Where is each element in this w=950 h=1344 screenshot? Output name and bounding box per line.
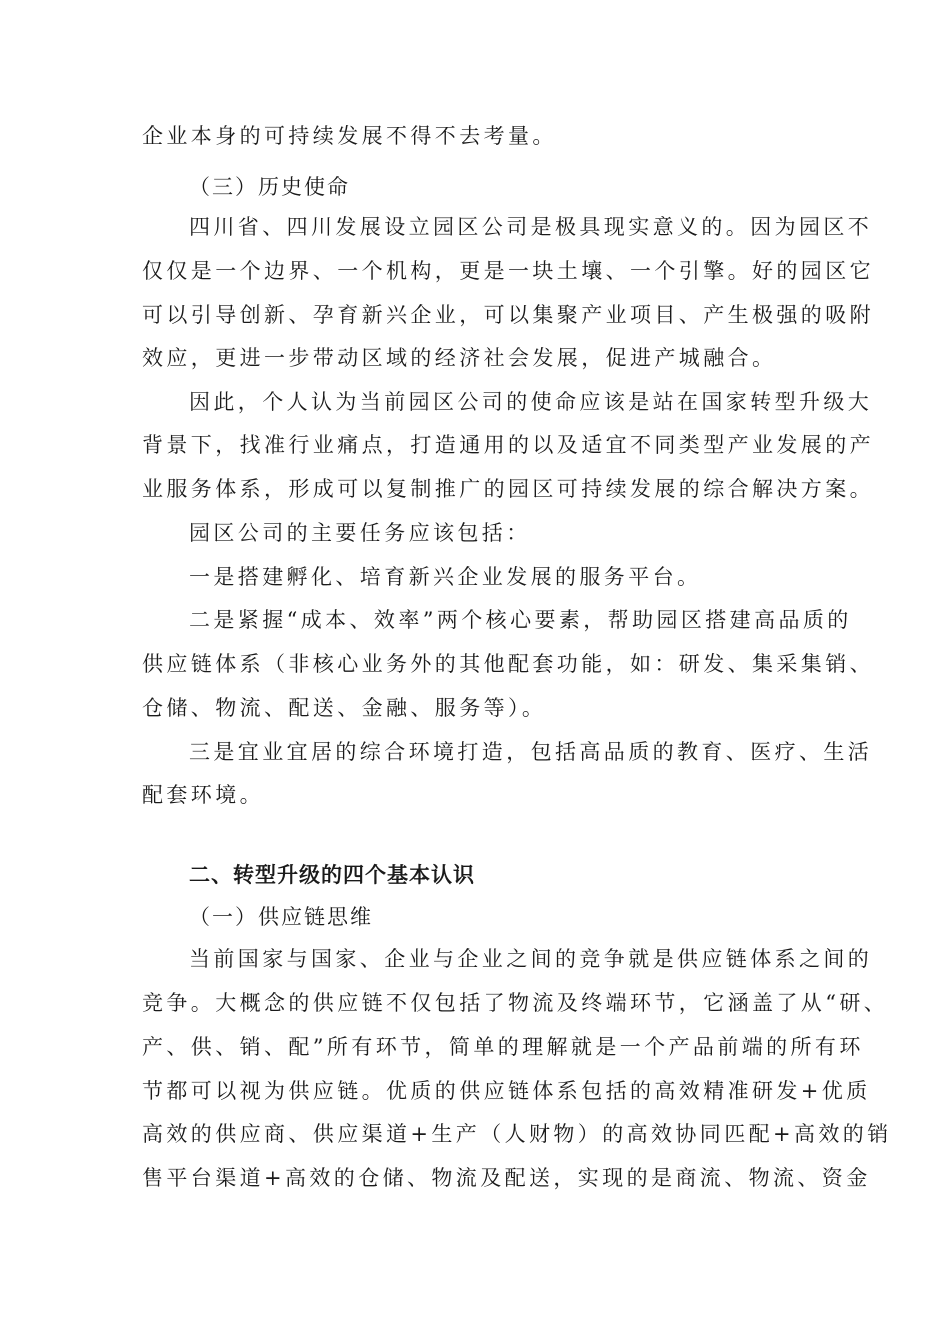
section-subheading: （一）供应链思维 bbox=[189, 905, 373, 929]
paragraph-line: 配套环境。 bbox=[142, 783, 264, 807]
paragraph-line: 售平台渠道+高效的仓储、物流及配送，实现的是商流、物流、资金 bbox=[142, 1166, 871, 1190]
paragraph-line: 当前国家与国家、企业与企业之间的竞争就是供应链体系之间的 bbox=[189, 947, 873, 971]
paragraph-line: 三是宜业宜居的综合环境打造，包括高品质的教育、医疗、生活 bbox=[189, 740, 873, 764]
paragraph-line: 仓储、物流、配送、金融、服务等）。 bbox=[142, 696, 547, 720]
paragraph-line: 四川省、四川发展设立园区公司是极具现实意义的。因为园区不 bbox=[189, 215, 873, 239]
paragraph-line: 背景下，找准行业痛点，打造通用的以及适宜不同类型产业发展的产 bbox=[142, 433, 874, 457]
section-subheading: （三）历史使命 bbox=[189, 175, 350, 199]
paragraph-line: 效应，更进一步带动区域的经济社会发展，促进产城融合。 bbox=[142, 346, 777, 370]
paragraph-line: 产、供、销、配”所有环节，简单的理解就是一个产品前端的所有环 bbox=[142, 1035, 864, 1059]
section-heading: 二、转型升级的四个基本认识 bbox=[189, 863, 475, 887]
paragraph-line: 企业本身的可持续发展不得不去考量。 bbox=[142, 124, 557, 148]
paragraph-line: 二是紧握“成本、效率”两个核心要素，帮助园区搭建高品质的 bbox=[189, 608, 852, 632]
paragraph-line: 节都可以视为供应链。优质的供应链体系包括的高效精准研发+优质 bbox=[142, 1079, 871, 1103]
paragraph-line: 可以引导创新、孕育新兴企业，可以集聚产业项目、产生极强的吸附 bbox=[142, 303, 874, 327]
paragraph-line: 供应链体系（非核心业务外的其他配套功能，如：研发、集采集销、 bbox=[142, 652, 874, 676]
paragraph-line: 业服务体系，形成可以复制推广的园区可持续发展的综合解决方案。 bbox=[142, 477, 874, 501]
paragraph-line: 仅仅是一个边界、一个机构，更是一块土壤、一个引擎。好的园区它 bbox=[142, 259, 874, 283]
paragraph-line: 园区公司的主要任务应该包括： bbox=[189, 521, 531, 545]
paragraph-line: 因此，个人认为当前园区公司的使命应该是站在国家转型升级大 bbox=[189, 390, 873, 414]
paragraph-line: 一是搭建孵化、培育新兴企业发展的服务平台。 bbox=[189, 565, 702, 589]
paragraph-line: 高效的供应商、供应渠道+生产（人财物）的高效协同匹配+高效的销 bbox=[142, 1122, 892, 1146]
paragraph-line: 竞争。大概念的供应链不仅包括了物流及终端环节，它涵盖了从“研、 bbox=[142, 991, 889, 1015]
